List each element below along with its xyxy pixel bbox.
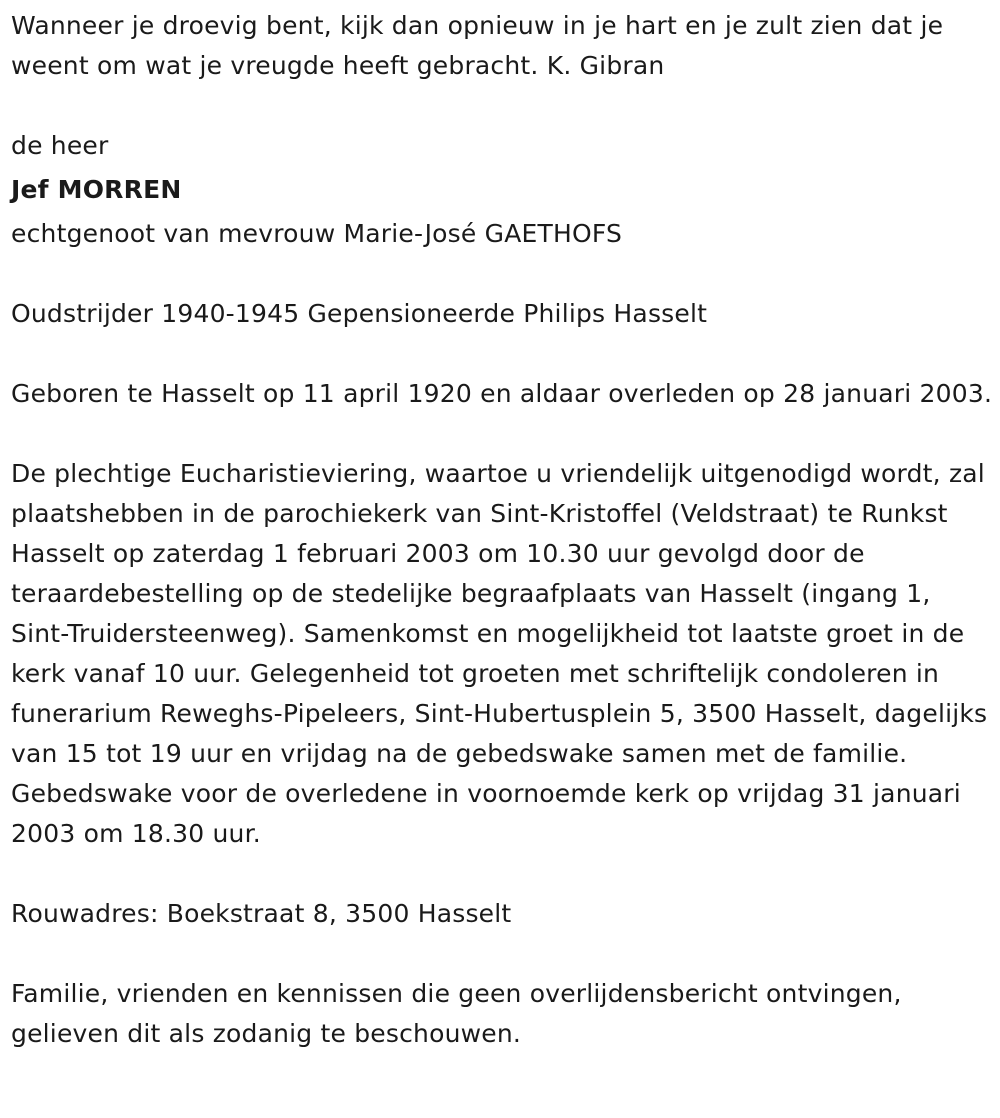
spacer [11,86,993,126]
quote-paragraph: Wanneer je droevig bent, kijk dan opnieuw in je hart en je zult zien dat je weent om wat je vreugde heeft gebracht. K. Gibran [11,11,944,80]
salutation: de heer [11,131,109,160]
deceased-name: Jef MORREN [11,175,182,204]
spacer [11,934,993,974]
spacer [11,334,993,374]
spacer [11,414,993,454]
mourning-address: Rouwadres: Boekstraat 8, 3500 Hasselt [11,899,512,928]
spacer [11,854,993,894]
occupation-line: Oudstrijder 1940-1945 Gepensioneerde Philips Hasselt [11,299,708,328]
birth-death-paragraph: Geboren te Hasselt op 11 april 1920 en aldaar overleden op 28 januari 2003. [11,379,993,408]
closing-note: Familie, vrienden en kennissen die geen overlijdensbericht ontvingen, gelieven dit als zodanig te beschouwen. [11,979,902,1048]
obituary-document [11,6,993,1054]
ceremony-paragraph: De plechtige Eucharistieviering, waartoe u vriendelijk uitgenodigd wordt, zal plaatshebben in de parochiekerk van Sint-Kristoffel (Veldstraat) te Runkst Hasselt op zaterdag 1 februari 2003 om 10.30 uur gevolgd door de teraardebestelling op de stedelijke begraafplaats van Hasselt (ingang 1, Sint-Truidersteenweg). Samenkomst en mogelijkheid tot laatste groet in de kerk vanaf 10 uur. Gelegenheid tot groeten met schriftelijk condoleren in funerarium Reweghs-Pipeleers, Sint-Hubertusplein 5, 3500 Hasselt, dagelijks van 15 tot 19 uur en vrijdag na de gebedswake samen met de familie. Gebedswake voor de overledene in voornoemde kerk op vrijdag 31 januari 2003 om 18.30 uur. [11,459,988,848]
spouse-line: echtgenoot van mevrouw Marie-José GAETHOFS [11,219,623,248]
spacer [11,254,993,294]
